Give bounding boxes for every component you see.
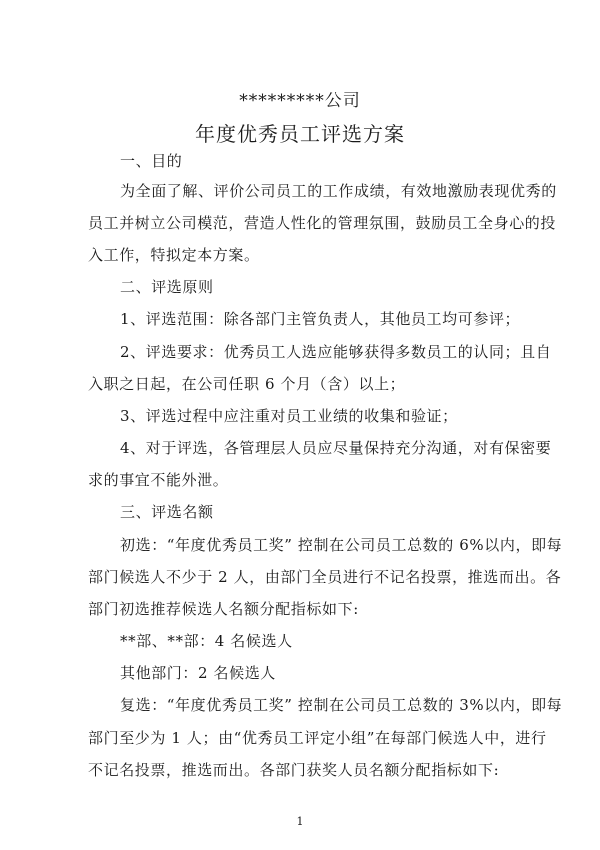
document-title: 年度优秀员工评选方案 <box>195 122 405 146</box>
paragraph-line: 为全面了解、评价公司员工的工作成绩，有效地激励表现优秀的 <box>120 182 557 200</box>
paragraph-line: 2、评选要求：优秀员工人选应能够获得多数员工的认同；且自 <box>120 343 552 361</box>
paragraph-line: 4、对于评选，各管理层人员应尽量保持充分沟通，对有保密要 <box>120 439 552 457</box>
paragraph-line: 其他部门：2 名候选人 <box>120 664 276 682</box>
paragraph-line: 入职之日起，在公司任职 6 个月（含）以上； <box>88 375 406 393</box>
section-heading-purpose: 一、目的 <box>120 152 183 170</box>
paragraph-line: 1、评选范围：除各部门主管负责人，其他员工均可参评； <box>120 310 521 328</box>
section-heading-quota: 三、评选名额 <box>120 503 214 521</box>
paragraph-line: 3、评选过程中应注重对员工业绩的收集和验证； <box>120 407 458 425</box>
company-name: *********公司 <box>239 91 361 111</box>
paragraph-line: 部门初选推荐候选人名额分配指标如下: <box>88 600 359 618</box>
section-heading-principles: 二、评选原则 <box>120 278 214 296</box>
paragraph-line: 初选：“年度优秀员工奖” 控制在公司员工总数的 6%以内，即每 <box>120 536 563 554</box>
page-number: 1 <box>296 815 304 828</box>
paragraph-line: 部门至少为 1 人；由“优秀员工评定小组”在每部门候选人中，进行 <box>88 729 547 747</box>
paragraph-line: 入工作，特拟定本方案。 <box>88 246 260 264</box>
paragraph-line: **部、**部：4 名候选人 <box>120 632 293 650</box>
paragraph-line: 求的事宜不能外泄。 <box>88 471 229 489</box>
paragraph-line: 部门候选人不少于 2 人，由部门全员进行不记名投票，推选而出。各 <box>88 568 562 586</box>
paragraph-line: 不记名投票，推选而出。各部门获奖人员名额分配指标如下: <box>88 761 500 779</box>
paragraph-line: 员工并树立公司模范，营造人性化的管理氛围，鼓励员工全身心的投 <box>88 214 557 232</box>
paragraph-line: 复选：“年度优秀员工奖” 控制在公司员工总数的 3%以内，即每 <box>120 696 563 714</box>
